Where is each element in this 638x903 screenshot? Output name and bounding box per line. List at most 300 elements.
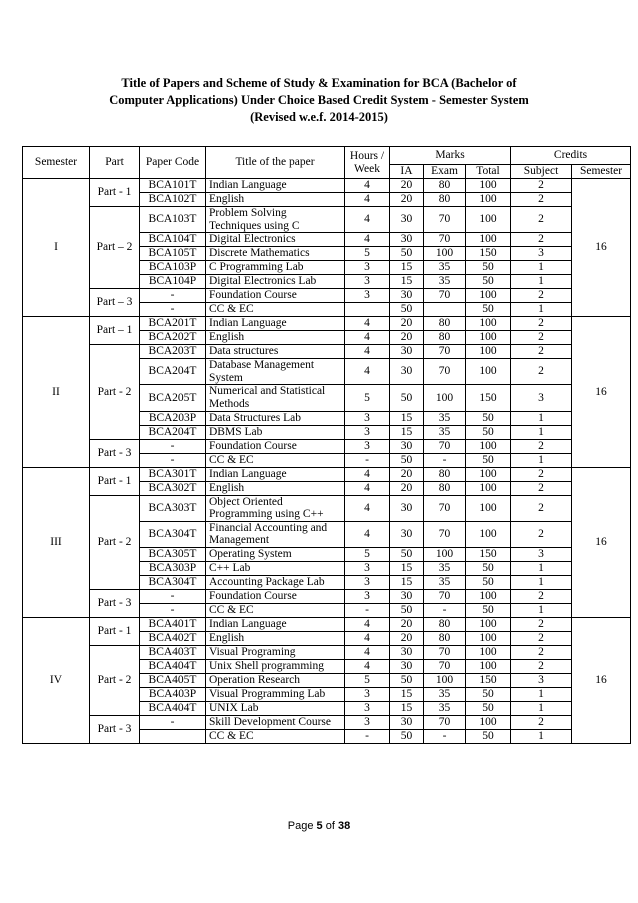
table-row [23,715,631,729]
paper-code: BCA205T [140,385,206,411]
paper-title: Operation Research [206,673,345,687]
marks-total: 50 [466,275,511,289]
part-label: Part - 1 [90,179,140,207]
marks-exam: 80 [424,631,466,645]
paper-title: English [206,331,345,345]
marks-ia: 50 [390,603,424,617]
marks-total: 150 [466,547,511,561]
subject-credit: 3 [511,673,572,687]
title-line-1: Title of Papers and Scheme of Study & Examination for BCA (Bachelor of [121,76,517,90]
paper-code: BCA401T [140,617,206,631]
subject-credit: 2 [511,317,572,331]
hours: 3 [345,261,390,275]
marks-exam: 100 [424,673,466,687]
paper-title: Digital Electronics [206,233,345,247]
marks-exam: 70 [424,439,466,453]
marks-total: 100 [466,495,511,521]
marks-exam: 35 [424,411,466,425]
marks-exam: 80 [424,481,466,495]
hours: 5 [345,385,390,411]
header-part: Part [90,147,140,179]
marks-total: 50 [466,261,511,275]
subject-credit: 2 [511,439,572,453]
hours: 3 [345,687,390,701]
header-total: Total [466,165,511,179]
marks-ia: 20 [390,179,424,193]
marks-total: 100 [466,645,511,659]
paper-title: Numerical and Statistical Methods [206,385,345,411]
paper-title: C++ Lab [206,561,345,575]
marks-total: 100 [466,359,511,385]
marks-total: 100 [466,715,511,729]
marks-total: 100 [466,631,511,645]
paper-code: BCA204T [140,425,206,439]
marks-ia: 15 [390,575,424,589]
marks-exam: 35 [424,701,466,715]
paper-code: BCA103P [140,261,206,275]
marks-exam: 35 [424,425,466,439]
header-exam: Exam [424,165,466,179]
table-row [23,439,631,453]
paper-code: BCA301T [140,467,206,481]
marks-ia: 15 [390,411,424,425]
marks-ia: 30 [390,715,424,729]
marks-total: 100 [466,439,511,453]
marks-total: 100 [466,617,511,631]
hours: - [345,603,390,617]
marks-ia: 30 [390,659,424,673]
paper-code: - [140,453,206,467]
marks-ia: 20 [390,331,424,345]
footer-prefix: Page [287,820,317,832]
paper-title: CC & EC [206,303,345,317]
marks-ia: 15 [390,261,424,275]
paper-code: - [140,439,206,453]
paper-code: BCA104T [140,233,206,247]
hours: - [345,729,390,743]
marks-ia: 50 [390,385,424,411]
marks-total: 50 [466,425,511,439]
marks-ia: 20 [390,631,424,645]
marks-ia: 20 [390,617,424,631]
marks-total: 100 [466,589,511,603]
marks-total: 100 [466,521,511,547]
paper-code: BCA203P [140,411,206,425]
subject-credit: 2 [511,521,572,547]
paper-title: English [206,481,345,495]
header-hours: Hours / Week [345,147,390,179]
subject-credit: 3 [511,247,572,261]
page-footer [0,820,638,832]
marks-ia: 30 [390,233,424,247]
subject-credit: 2 [511,631,572,645]
marks-total: 100 [466,233,511,247]
paper-code: BCA304T [140,575,206,589]
marks-ia: 20 [390,467,424,481]
marks-exam: 70 [424,521,466,547]
subject-credit: 2 [511,495,572,521]
semester-credits: 16 [572,617,631,743]
hours: 3 [345,701,390,715]
header-subject-credit: Subject [511,165,572,179]
semester-label: IV [23,617,90,743]
subject-credit: 1 [511,575,572,589]
subject-credit: 2 [511,233,572,247]
marks-ia: 30 [390,207,424,233]
marks-total: 100 [466,659,511,673]
marks-exam: 35 [424,687,466,701]
header-semester: Semester [23,147,90,179]
paper-title: DBMS Lab [206,425,345,439]
subject-credit: 3 [511,385,572,411]
subject-credit: 2 [511,289,572,303]
marks-ia: 15 [390,701,424,715]
paper-code: BCA403P [140,687,206,701]
header-semester-credit: Semester [572,165,631,179]
marks-total: 50 [466,687,511,701]
paper-code [140,729,206,743]
marks-exam: 80 [424,331,466,345]
table-row [23,207,631,233]
marks-exam [424,303,466,317]
title-line-2: Computer Applications) Under Choice Based Credit System - Semester System [109,93,529,107]
paper-title: Visual Programming Lab [206,687,345,701]
marks-exam: 80 [424,179,466,193]
hours: 4 [345,645,390,659]
paper-title: CC & EC [206,603,345,617]
part-label: Part - 3 [90,439,140,467]
marks-total: 100 [466,317,511,331]
marks-exam: 70 [424,659,466,673]
hours: 4 [345,193,390,207]
marks-total: 50 [466,303,511,317]
paper-title: Data Structures Lab [206,411,345,425]
marks-ia: 20 [390,193,424,207]
hours: 4 [345,317,390,331]
subject-credit: 2 [511,207,572,233]
hours: 4 [345,467,390,481]
subject-credit: 2 [511,715,572,729]
marks-exam: 70 [424,289,466,303]
table-row [23,645,631,659]
marks-exam: 80 [424,317,466,331]
marks-total: 50 [466,575,511,589]
table-row [23,289,631,303]
hours: 3 [345,411,390,425]
marks-total: 100 [466,481,511,495]
marks-ia: 50 [390,453,424,467]
marks-ia: 30 [390,359,424,385]
paper-title: Unix Shell programming [206,659,345,673]
part-label: Part - 1 [90,617,140,645]
paper-code: BCA405T [140,673,206,687]
subject-credit: 1 [511,603,572,617]
marks-ia: 30 [390,345,424,359]
hours: 4 [345,207,390,233]
subject-credit: 1 [511,687,572,701]
paper-title: Indian Language [206,467,345,481]
header-credits: Credits [511,147,631,165]
hours: 3 [345,715,390,729]
hours: 4 [345,345,390,359]
hours: 4 [345,631,390,645]
marks-exam: 35 [424,261,466,275]
paper-code: BCA404T [140,701,206,715]
marks-exam: 35 [424,575,466,589]
marks-total: 150 [466,385,511,411]
subject-credit: 1 [511,729,572,743]
part-label: Part - 2 [90,345,140,439]
hours: 3 [345,289,390,303]
hours: 4 [345,659,390,673]
marks-total: 100 [466,179,511,193]
hours: 4 [345,331,390,345]
subject-credit: 1 [511,275,572,289]
subject-credit: 1 [511,701,572,715]
marks-ia: 50 [390,729,424,743]
paper-code: BCA305T [140,547,206,561]
marks-ia: 30 [390,495,424,521]
marks-total: 50 [466,603,511,617]
paper-title: English [206,631,345,645]
semester-credits: 16 [572,317,631,467]
marks-ia: 50 [390,303,424,317]
marks-total: 100 [466,207,511,233]
subject-credit: 2 [511,617,572,631]
table-body [23,179,631,744]
marks-total: 100 [466,345,511,359]
marks-total: 150 [466,673,511,687]
paper-code: BCA102T [140,193,206,207]
paper-code: BCA203T [140,345,206,359]
part-label: Part - 2 [90,495,140,589]
paper-code: - [140,303,206,317]
hours: 3 [345,439,390,453]
paper-title: Foundation Course [206,439,345,453]
subject-credit: 2 [511,345,572,359]
marks-exam: 70 [424,233,466,247]
marks-ia: 30 [390,589,424,603]
marks-ia: 15 [390,687,424,701]
paper-code: - [140,289,206,303]
marks-ia: 50 [390,673,424,687]
subject-credit: 1 [511,303,572,317]
marks-total: 100 [466,467,511,481]
part-label: Part - 3 [90,715,140,743]
marks-total: 50 [466,561,511,575]
table-row [23,617,631,631]
marks-total: 100 [466,289,511,303]
subject-credit: 2 [511,359,572,385]
paper-code: BCA402T [140,631,206,645]
hours: 3 [345,275,390,289]
marks-exam: 70 [424,207,466,233]
semester-label: III [23,467,90,617]
marks-exam: - [424,603,466,617]
subject-credit: 2 [511,179,572,193]
subject-credit: 1 [511,561,572,575]
semester-credits: 16 [572,179,631,317]
paper-title: Problem Solving Techniques using C [206,207,345,233]
marks-exam: 80 [424,467,466,481]
paper-title: Digital Electronics Lab [206,275,345,289]
paper-title: Skill Development Course [206,715,345,729]
paper-code: BCA104P [140,275,206,289]
header-title: Title of the paper [206,147,345,179]
marks-ia: 30 [390,439,424,453]
marks-ia: 20 [390,317,424,331]
paper-title: UNIX Lab [206,701,345,715]
paper-code: BCA204T [140,359,206,385]
paper-title: Foundation Course [206,589,345,603]
header-row-1 [23,147,631,165]
hours: 4 [345,617,390,631]
marks-exam: 35 [424,275,466,289]
part-label: Part – 2 [90,207,140,289]
semester-credits: 16 [572,467,631,617]
paper-title: English [206,193,345,207]
paper-code: BCA103T [140,207,206,233]
paper-code: BCA101T [140,179,206,193]
subject-credit: 1 [511,411,572,425]
paper-code: BCA404T [140,659,206,673]
marks-total: 150 [466,247,511,261]
paper-title: Indian Language [206,317,345,331]
subject-credit: 1 [511,261,572,275]
subject-credit: 2 [511,193,572,207]
hours: 4 [345,179,390,193]
footer-page-number: 5 [316,820,323,832]
subject-credit: 1 [511,425,572,439]
table-row [23,495,631,521]
paper-code: BCA201T [140,317,206,331]
marks-exam: 100 [424,247,466,261]
subject-credit: 2 [511,589,572,603]
paper-code: BCA303P [140,561,206,575]
marks-ia: 30 [390,645,424,659]
marks-total: 50 [466,453,511,467]
paper-code: BCA303T [140,495,206,521]
footer-page-total: 38 [337,820,351,832]
marks-exam: - [424,453,466,467]
marks-total: 100 [466,331,511,345]
subject-credit: 2 [511,467,572,481]
hours: 4 [345,521,390,547]
paper-title: CC & EC [206,729,345,743]
paper-code: BCA105T [140,247,206,261]
marks-exam: 70 [424,589,466,603]
part-label: Part - 3 [90,589,140,617]
hours: 5 [345,547,390,561]
paper-title: Object Oriented Programming using C++ [206,495,345,521]
hours: 3 [345,425,390,439]
paper-code: - [140,603,206,617]
header-paper-code: Paper Code [140,147,206,179]
table-row [23,179,631,193]
header-ia: IA [390,165,424,179]
marks-exam: 70 [424,495,466,521]
marks-ia: 20 [390,481,424,495]
document-title [60,75,578,126]
hours: 4 [345,481,390,495]
header-marks: Marks [390,147,511,165]
paper-title: Operating System [206,547,345,561]
marks-total: 50 [466,411,511,425]
marks-exam: 100 [424,385,466,411]
marks-ia: 50 [390,547,424,561]
marks-exam: 70 [424,345,466,359]
marks-exam: 35 [424,561,466,575]
marks-ia: 30 [390,289,424,303]
hours: 4 [345,359,390,385]
marks-exam: 70 [424,359,466,385]
paper-title: CC & EC [206,453,345,467]
paper-title: Indian Language [206,179,345,193]
part-label: Part - 2 [90,645,140,715]
paper-title: Discrete Mathematics [206,247,345,261]
hours: 5 [345,247,390,261]
subject-credit: 2 [511,331,572,345]
paper-code: - [140,589,206,603]
paper-title: Database Management System [206,359,345,385]
marks-total: 50 [466,729,511,743]
marks-ia: 15 [390,561,424,575]
paper-title: Indian Language [206,617,345,631]
hours: 4 [345,495,390,521]
hours [345,303,390,317]
marks-exam: - [424,729,466,743]
subject-credit: 3 [511,547,572,561]
hours: 3 [345,575,390,589]
paper-title: C Programming Lab [206,261,345,275]
footer-of: of [322,820,338,832]
table-row [23,589,631,603]
subject-credit: 2 [511,659,572,673]
marks-exam: 100 [424,547,466,561]
marks-exam: 80 [424,193,466,207]
hours: - [345,453,390,467]
marks-exam: 70 [424,645,466,659]
hours: 3 [345,561,390,575]
paper-code: BCA202T [140,331,206,345]
marks-ia: 15 [390,425,424,439]
paper-title: Financial Accounting and Management [206,521,345,547]
semester-label: II [23,317,90,467]
table-row [23,317,631,331]
paper-title: Accounting Package Lab [206,575,345,589]
paper-title: Visual Programing [206,645,345,659]
table-row [23,467,631,481]
title-line-3: (Revised w.e.f. 2014-2015) [250,110,388,124]
subject-credit: 1 [511,453,572,467]
part-label: Part - 1 [90,467,140,495]
paper-code: BCA304T [140,521,206,547]
marks-ia: 30 [390,521,424,547]
marks-total: 50 [466,701,511,715]
hours: 4 [345,233,390,247]
marks-ia: 50 [390,247,424,261]
part-label: Part – 1 [90,317,140,345]
paper-code: - [140,715,206,729]
marks-exam: 80 [424,617,466,631]
paper-code: BCA302T [140,481,206,495]
paper-code: BCA403T [140,645,206,659]
hours: 5 [345,673,390,687]
table-row [23,345,631,359]
marks-ia: 15 [390,275,424,289]
subject-credit: 2 [511,481,572,495]
semester-label: I [23,179,90,317]
